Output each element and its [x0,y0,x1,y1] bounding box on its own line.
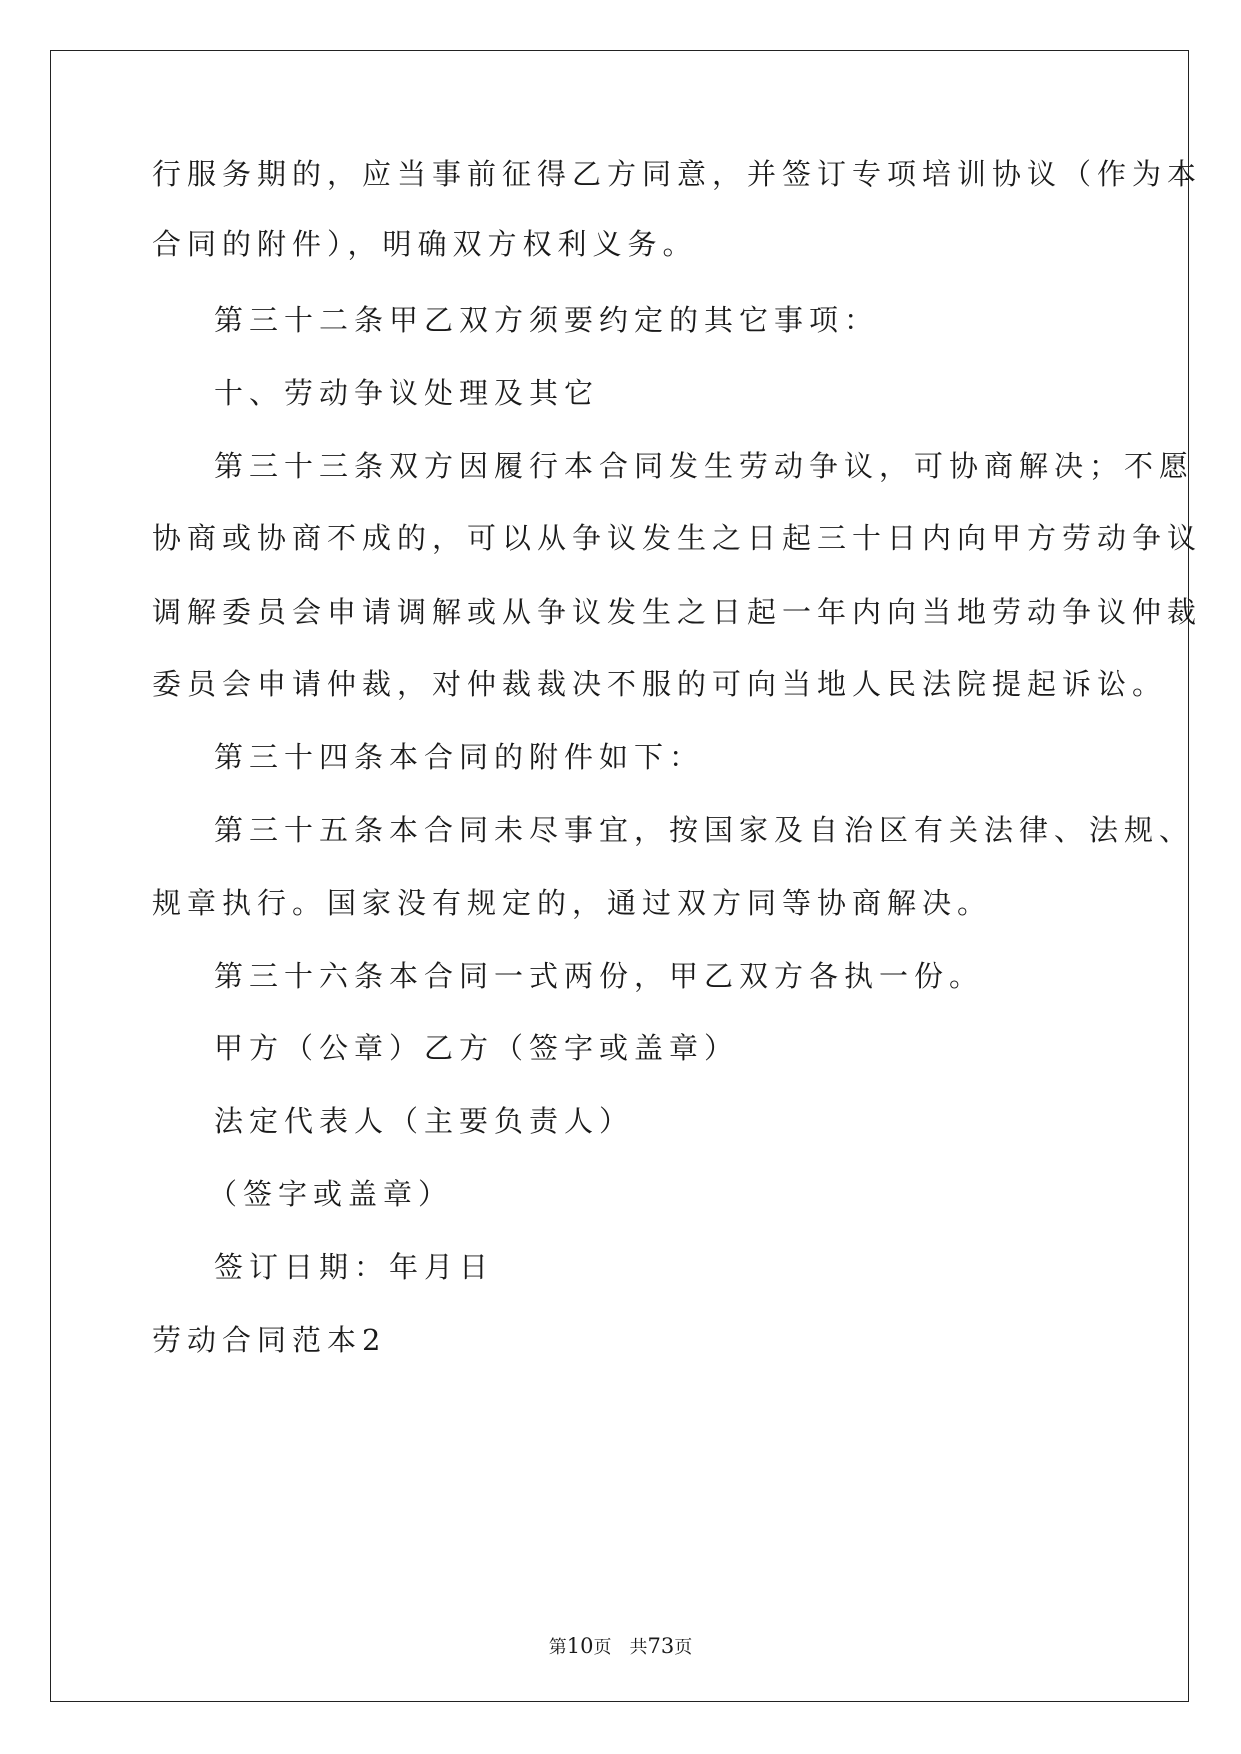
body-line: 规章执行。国家没有规定的，通过双方同等协商解决。 [152,886,993,920]
clause-36: 第三十六条本合同一式两份，甲乙双方各执一份。 [214,959,985,993]
clause-33: 第三十三条双方因履行本合同发生劳动争议，可协商解决；不愿 [214,449,1195,483]
clause-32: 第三十二条甲乙双方须要约定的其它事项： [214,303,880,337]
clause-35: 第三十五条本合同未尽事宜，按国家及自治区有关法律、法规、 [214,813,1195,847]
legal-representative: 法定代表人（主要负责人） [214,1104,635,1138]
body-line: 行服务期的，应当事前征得乙方同意，并签订专项培训协议（作为本 [152,157,1203,191]
next-section-title: 劳动合同范本2 [152,1323,387,1357]
clause-34: 第三十四条本合同的附件如下： [214,740,705,774]
section-heading: 十、劳动争议处理及其它 [214,376,600,410]
body-line: 委员会申请仲裁，对仲裁裁决不服的可向当地人民法院提起诉讼。 [152,667,1168,701]
signature-note: （签字或盖章） [208,1177,454,1211]
footer-suffix: 页 [674,1637,693,1658]
body-line: 调解委员会申请调解或从争议发生之日起一年内向当地劳动争议仲裁 [152,595,1203,629]
page-footer [0,1634,1241,1660]
page-border [50,50,1189,1702]
footer-mid: 页 共 [593,1637,648,1658]
body-line: 协商或协商不成的，可以从争议发生之日起三十日内向甲方劳动争议 [152,521,1203,555]
body-line: 合同的附件），明确双方权利义务。 [152,227,698,261]
signature-parties: 甲方（公章）乙方（签字或盖章） [214,1031,740,1065]
footer-prefix: 第 [548,1637,567,1658]
current-page-number: 10 [566,1634,594,1658]
total-page-number: 73 [647,1634,675,1658]
sign-date: 签订日期：年月日 [214,1250,495,1284]
